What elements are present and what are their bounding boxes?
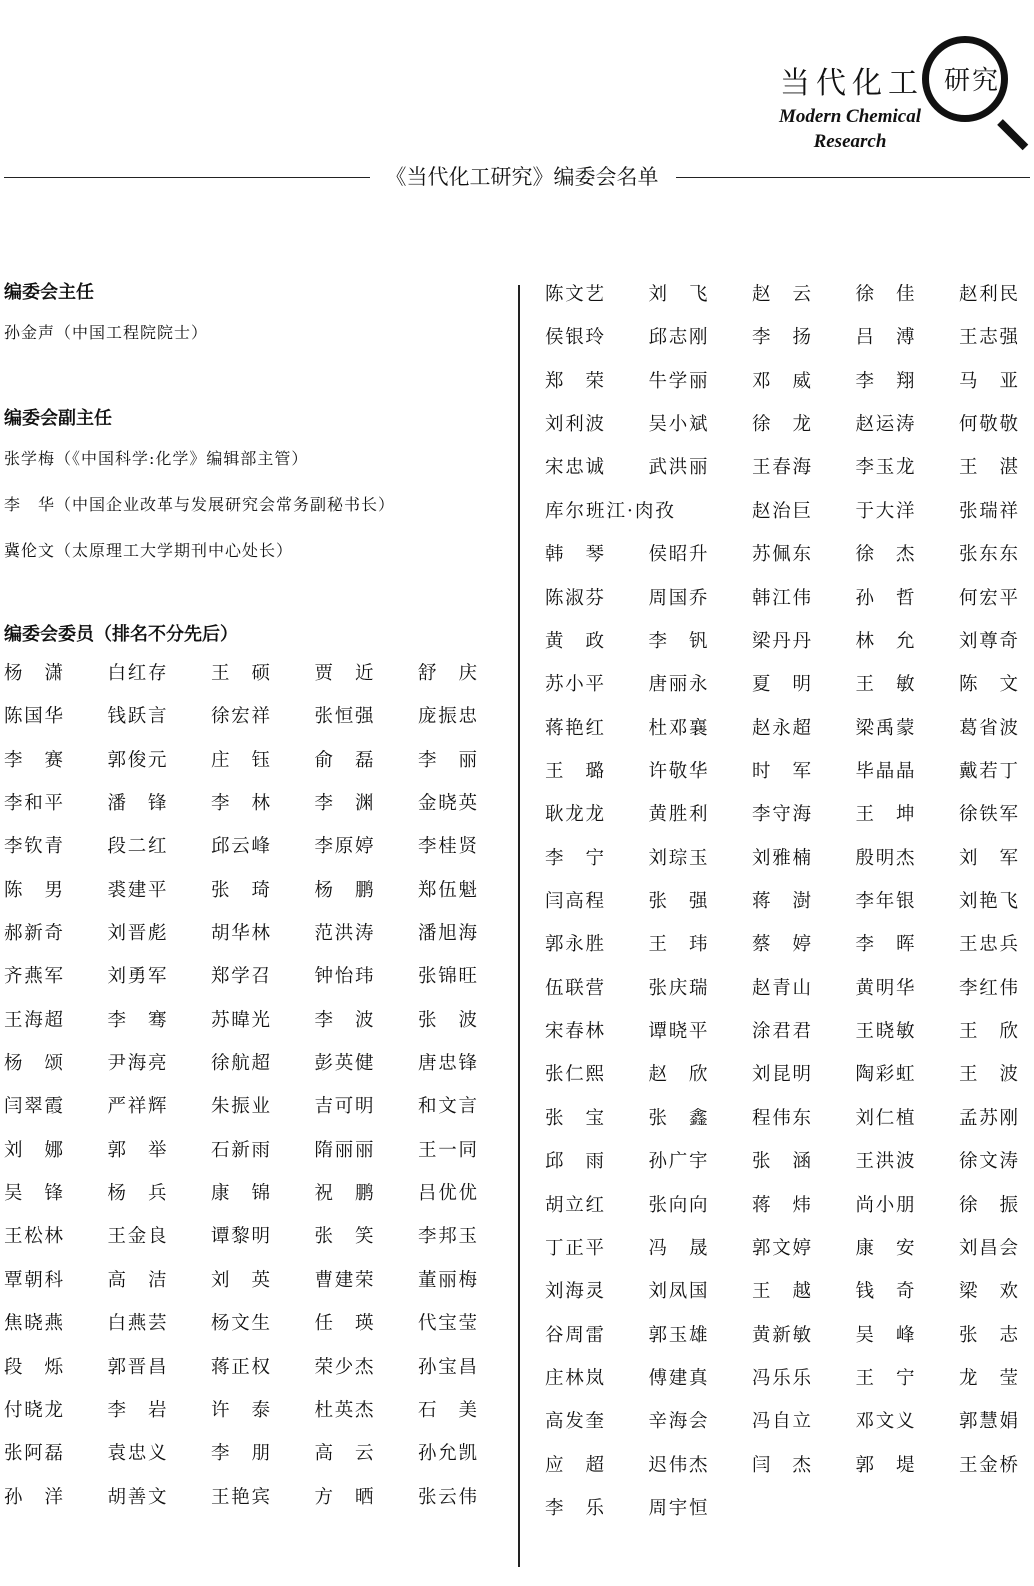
member-name: 冯晟: [648, 1237, 709, 1259]
member-name: 张波: [418, 1009, 478, 1031]
journal-name-en: [770, 104, 930, 154]
member-name: 王松林: [4, 1226, 64, 1248]
member-name: 孙广宇: [648, 1151, 709, 1173]
member-name: 杨文生: [211, 1313, 271, 1335]
member-name: 武洪丽: [648, 457, 709, 479]
member-name: 高云: [314, 1443, 375, 1465]
member-name: 陈文: [959, 674, 1019, 696]
member-name: 傅建真: [648, 1367, 709, 1389]
member-name: 邓文义: [855, 1411, 916, 1433]
member-name: 邱志刚: [648, 327, 709, 349]
member-name: 吴锋: [4, 1183, 64, 1205]
member-name: 李骞: [107, 1009, 168, 1031]
member-name: 方晒: [314, 1486, 375, 1508]
member-name: 郭玉雄: [648, 1324, 709, 1346]
member-name: 王志强: [959, 327, 1019, 349]
member-name: 蔡婷: [752, 934, 812, 956]
member-name: 张阿磊: [4, 1443, 64, 1465]
member-name: 郭文婷: [752, 1237, 812, 1259]
member-name: 王艳宾: [211, 1486, 271, 1508]
member-name: 和文言: [418, 1096, 478, 1118]
member-name: 郭晋昌: [107, 1356, 168, 1378]
member-name: 李赛: [4, 749, 64, 771]
member-name: 王硕: [211, 663, 271, 684]
member-name: 杜英杰: [314, 1399, 375, 1421]
member-name: 刘昆明: [752, 1064, 812, 1086]
member-name: 隋丽丽: [314, 1139, 375, 1161]
member-name: 涂君君: [752, 1021, 812, 1043]
member-name: 齐燕军: [4, 966, 64, 988]
member-name: 马亚: [959, 370, 1019, 392]
title-rule-left: [4, 177, 370, 178]
member-name: 赵永超: [752, 717, 812, 739]
member-name: 陈国华: [4, 706, 64, 728]
member-name: 林允: [855, 630, 916, 652]
member-name: 孙宝昌: [418, 1356, 478, 1378]
member-name: 冯自立: [752, 1411, 812, 1433]
member-name: 潘锋: [107, 793, 168, 815]
member-name: 夏明: [752, 674, 812, 696]
member-name: 谭晓平: [648, 1021, 709, 1043]
member-name: 刘利波: [545, 414, 605, 436]
member-name: 殷明杰: [855, 847, 916, 869]
member-name: 李扬: [752, 327, 812, 349]
member-name: 徐杰: [855, 544, 916, 566]
masthead: [0, 0, 1034, 160]
member-name: 刘凤国: [648, 1281, 709, 1303]
member-name: 陈文艺: [545, 284, 605, 305]
member-name: 赵青山: [752, 977, 812, 999]
member-name: 段二红: [107, 836, 168, 858]
member-name: 陈男: [4, 879, 64, 901]
member-name: 刘尊奇: [959, 630, 1019, 652]
member-name: 彭英健: [314, 1053, 375, 1075]
member-name: 刘雅楠: [752, 847, 812, 869]
member-name: 刘仁植: [855, 1107, 916, 1129]
member-name: 钱奇: [855, 1281, 916, 1303]
member-name: 蒋澍: [752, 891, 812, 913]
member-name: 刘英: [211, 1269, 271, 1291]
member-name: 黄明华: [855, 977, 916, 999]
member-name: 梁丹丹: [752, 630, 812, 652]
member-name: 王海超: [4, 1009, 64, 1031]
member-name: 郝新奇: [4, 923, 64, 945]
member-name: 张宝: [545, 1107, 605, 1129]
page-title: 《当代化工研究》编委会名单: [385, 165, 659, 189]
member-name: 李宁: [545, 847, 605, 869]
member-name: 李丽: [418, 749, 478, 771]
member-name: 代宝莹: [418, 1313, 478, 1335]
right-members-grid: [545, 273, 1025, 1530]
logo-text: 研究: [944, 66, 1001, 96]
member-name: 舒庆: [418, 663, 478, 684]
member-name: 韩江伟: [752, 587, 812, 609]
member-name: 焦晓燕: [4, 1313, 64, 1335]
member-name: 韩琴: [545, 544, 605, 566]
member-name: 黄政: [545, 630, 605, 652]
member-name: 何敬敬: [959, 414, 1019, 436]
left-members-grid: [4, 652, 504, 1519]
member-name: 张云伟: [418, 1486, 478, 1508]
member-name: 李岩: [107, 1399, 168, 1421]
member-name: 胡善文: [107, 1486, 168, 1508]
member-name: 徐宏祥: [211, 706, 271, 728]
member-name: 庞振忠: [418, 706, 478, 728]
member-name: 苏佩东: [752, 544, 812, 566]
member-name: 袁忠义: [107, 1443, 168, 1465]
member-name: 伍联营: [545, 977, 605, 999]
member-name: 李桂贤: [418, 836, 478, 858]
member-name: 蒋炜: [752, 1194, 812, 1216]
member-name: 蒋正权: [211, 1356, 271, 1378]
member-name: 刘海灵: [545, 1281, 605, 1303]
member-name: 张瑞祥: [959, 500, 1019, 522]
member-name: 刘勇军: [107, 966, 168, 988]
member-name: 李波: [314, 1009, 375, 1031]
member-name: 王洪波: [855, 1151, 916, 1173]
member-name: 闫杰: [752, 1454, 812, 1476]
member-name: 杨颂: [4, 1053, 64, 1075]
member-name: 谷周雷: [545, 1324, 605, 1346]
member-name: 徐铁军: [959, 804, 1019, 826]
member-name: 吴小斌: [648, 414, 709, 436]
member-name: 郭堤: [855, 1454, 916, 1476]
member-name: 谭黎明: [211, 1226, 271, 1248]
member-name: 孙允凯: [418, 1443, 478, 1465]
member-name: 尹海亮: [107, 1053, 168, 1075]
member-name: 迟伟杰: [648, 1454, 709, 1476]
member-name: 潘旭海: [418, 923, 478, 945]
member-name: 刘昌会: [959, 1237, 1019, 1259]
member-name: 贾近: [314, 663, 375, 684]
right-column: [545, 273, 1025, 1530]
member-name: 李原婷: [314, 836, 375, 858]
member-name: 李翔: [855, 370, 916, 392]
member-name: 戴若丁: [959, 760, 1019, 782]
member-name: 李钦青: [4, 836, 64, 858]
member-name: 李玉龙: [855, 457, 916, 479]
member-name: 王玮: [648, 934, 709, 956]
member-name: 刘军: [959, 847, 1019, 869]
member-name: 白燕芸: [107, 1313, 168, 1335]
member-name: 赵治巨: [752, 500, 812, 522]
member-name: 郑荣: [545, 370, 605, 392]
chair-section-title: 编委会主任: [4, 282, 94, 303]
member-name: 石美: [418, 1399, 478, 1421]
member-name: 于大洋: [855, 500, 916, 522]
member-name: 耿龙龙: [545, 804, 605, 826]
member-name: 许敬华: [648, 760, 709, 782]
member-name: 付晓龙: [4, 1399, 64, 1421]
member-name: 李钒: [648, 630, 709, 652]
member-name: 张琦: [211, 879, 271, 901]
member-name: 庄林岚: [545, 1367, 605, 1389]
member-name: 许泰: [211, 1399, 271, 1421]
member-name: 李红伟: [959, 977, 1019, 999]
member-name: 赵欣: [648, 1064, 709, 1086]
member-name: 徐文涛: [959, 1151, 1019, 1173]
member-name: 陈淑芬: [545, 587, 605, 609]
member-name: 库尔班江·肉孜: [545, 500, 676, 522]
member-name: 辛海会: [648, 1411, 709, 1433]
member-name: 荣少杰: [314, 1356, 375, 1378]
member-name: 钱跃言: [107, 706, 168, 728]
member-name: 李年银: [855, 891, 916, 913]
member-name: 张志: [959, 1324, 1019, 1346]
vice-line-1: 张学梅（《中国科学:化学》编辑部主管）: [4, 449, 309, 468]
member-name: 刘飞: [648, 284, 709, 305]
member-name: 张涵: [752, 1151, 812, 1173]
chair-line: 孙金声（中国工程院院士）: [4, 323, 209, 342]
title-rule-right: [676, 177, 1030, 178]
member-name: 高洁: [107, 1269, 168, 1291]
member-name: 李晖: [855, 934, 916, 956]
magnifier-handle-icon: [997, 119, 1028, 150]
member-name: 张锦旺: [418, 966, 478, 988]
member-name: 李林: [211, 793, 271, 815]
member-name: 冯乐乐: [752, 1367, 812, 1389]
member-name: 张庆瑞: [648, 977, 709, 999]
member-name: 尚小朋: [855, 1194, 916, 1216]
member-name: 张鑫: [648, 1107, 709, 1129]
member-name: 孙哲: [855, 587, 916, 609]
member-name: 王春海: [752, 457, 812, 479]
member-name: 王宁: [855, 1367, 916, 1389]
member-name: 任瑛: [314, 1313, 375, 1335]
member-name: 张向向: [648, 1194, 709, 1216]
member-name: 孙洋: [4, 1486, 64, 1508]
member-name: 陶彩虹: [855, 1064, 916, 1086]
member-name: 杜邓襄: [648, 717, 709, 739]
member-name: 覃朝科: [4, 1269, 64, 1291]
journal-name-en-line1: Modern Chemical: [779, 106, 921, 127]
member-name: 梁禹蒙: [855, 717, 916, 739]
member-name: 李邦玉: [418, 1226, 478, 1248]
left-column: [4, 276, 504, 1519]
member-name: 段烁: [4, 1356, 64, 1378]
member-name: 胡立红: [545, 1194, 605, 1216]
member-name: 张恒强: [314, 706, 375, 728]
member-name: 吕溥: [855, 327, 916, 349]
journal-name-cn: 当代化工: [780, 66, 924, 101]
member-name: 苏小平: [545, 674, 605, 696]
member-name: 郭举: [107, 1139, 168, 1161]
vice-section-title: 编委会副主任: [4, 408, 112, 429]
member-name: 杨潇: [4, 663, 64, 684]
member-name: 孟苏刚: [959, 1107, 1019, 1129]
member-name: 裘建平: [107, 879, 168, 901]
member-name: 王敏: [855, 674, 916, 696]
member-name: 邱雨: [545, 1151, 605, 1173]
member-name: 李朋: [211, 1443, 271, 1465]
member-name: 张东东: [959, 544, 1019, 566]
member-name: 张强: [648, 891, 709, 913]
member-name: 周宇恒: [648, 1498, 709, 1520]
member-name: 康锦: [211, 1183, 271, 1205]
member-name: 郑学召: [211, 966, 271, 988]
member-name: 刘琮玉: [648, 847, 709, 869]
member-name: 王金良: [107, 1226, 168, 1248]
member-name: 侯昭升: [648, 544, 709, 566]
member-name: 庄钰: [211, 749, 271, 771]
member-name: 王波: [959, 1064, 1019, 1086]
member-name: 徐航超: [211, 1053, 271, 1075]
member-name: 吉可明: [314, 1096, 375, 1118]
member-name: 康安: [855, 1237, 916, 1259]
member-name: 龙莹: [959, 1367, 1019, 1389]
member-name: 石新雨: [211, 1139, 271, 1161]
member-name: 赵利民: [959, 284, 1019, 305]
member-name: 蒋艳红: [545, 717, 605, 739]
member-name: 侯银玲: [545, 327, 605, 349]
member-name: 金晓英: [418, 793, 478, 815]
member-name: 牛学丽: [648, 370, 709, 392]
member-name: 董丽梅: [418, 1269, 478, 1291]
member-name: 郭永胜: [545, 934, 605, 956]
member-name: 周国乔: [648, 587, 709, 609]
member-name: 高发奎: [545, 1411, 605, 1433]
member-name: 刘晋彪: [107, 923, 168, 945]
journal-name-en-line2: Research: [813, 131, 887, 152]
member-name: 王金桥: [959, 1454, 1019, 1476]
member-name: 范洪涛: [314, 923, 375, 945]
member-name: 胡华林: [211, 923, 271, 945]
member-name: 徐龙: [752, 414, 812, 436]
member-name: 唐丽永: [648, 674, 709, 696]
member-name: 王湛: [959, 457, 1019, 479]
member-name: 李和平: [4, 793, 64, 815]
member-name: 赵云: [752, 284, 812, 305]
member-name: 严祥辉: [107, 1096, 168, 1118]
member-name: 宋忠诚: [545, 457, 605, 479]
member-name: 时军: [752, 760, 812, 782]
member-name: 闫高程: [545, 891, 605, 913]
member-name: 李乐: [545, 1498, 605, 1520]
member-name: 应超: [545, 1454, 605, 1476]
member-name: 郑伍魁: [418, 879, 478, 901]
member-name: 俞磊: [314, 749, 375, 771]
member-name: 李渊: [314, 793, 375, 815]
member-name: 葛省波: [959, 717, 1019, 739]
member-name: 徐佳: [855, 284, 916, 305]
member-name: 李守海: [752, 804, 812, 826]
member-name: 梁欢: [959, 1281, 1019, 1303]
member-name: 郭慧娟: [959, 1411, 1019, 1433]
member-name: 王坤: [855, 804, 916, 826]
member-name: 郭俊元: [107, 749, 168, 771]
member-name: 杨兵: [107, 1183, 168, 1205]
member-name: 毕晶晶: [855, 760, 916, 782]
member-name: 黄新敏: [752, 1324, 812, 1346]
vice-line-3: 冀伦文（太原理工大学期刊中心处长）: [4, 541, 294, 560]
member-name: 钟怡玮: [314, 966, 375, 988]
member-name: 徐振: [959, 1194, 1019, 1216]
member-name: 张笑: [314, 1226, 375, 1248]
members-section-title: 编委会委员（排名不分先后）: [4, 624, 238, 645]
member-name: 白红存: [107, 663, 168, 684]
member-name: 吴峰: [855, 1324, 916, 1346]
member-name: 祝鹏: [314, 1183, 375, 1205]
column-divider: [518, 285, 520, 1567]
member-name: 王晓敏: [855, 1021, 916, 1043]
member-name: 宋春林: [545, 1021, 605, 1043]
member-name: 何宏平: [959, 587, 1019, 609]
member-name: 邱云峰: [211, 836, 271, 858]
vice-line-2: 李 华（中国企业改革与发展研究会常务副秘书长）: [4, 495, 396, 514]
member-name: 吕优优: [418, 1183, 478, 1205]
member-name: 赵运涛: [855, 414, 916, 436]
member-name: 王璐: [545, 760, 605, 782]
member-name: 苏暐光: [211, 1009, 271, 1031]
member-name: 王欣: [959, 1021, 1019, 1043]
member-name: 王一同: [418, 1139, 478, 1161]
member-name: 唐忠锋: [418, 1053, 478, 1075]
member-name: 曹建荣: [314, 1269, 375, 1291]
member-name: 张仁熙: [545, 1064, 605, 1086]
member-name: 程伟东: [752, 1107, 812, 1129]
member-name: 王忠兵: [959, 934, 1019, 956]
member-name: 闫翠霞: [4, 1096, 64, 1118]
title-row: [0, 160, 1034, 196]
member-name: 朱振业: [211, 1096, 271, 1118]
member-name: 刘娜: [4, 1139, 64, 1161]
member-name: 刘艳飞: [959, 891, 1019, 913]
member-name: 丁正平: [545, 1237, 605, 1259]
member-name: 黄胜利: [648, 804, 709, 826]
member-name: 王越: [752, 1281, 812, 1303]
member-name: 杨鹏: [314, 879, 375, 901]
member-name: 邓威: [752, 370, 812, 392]
